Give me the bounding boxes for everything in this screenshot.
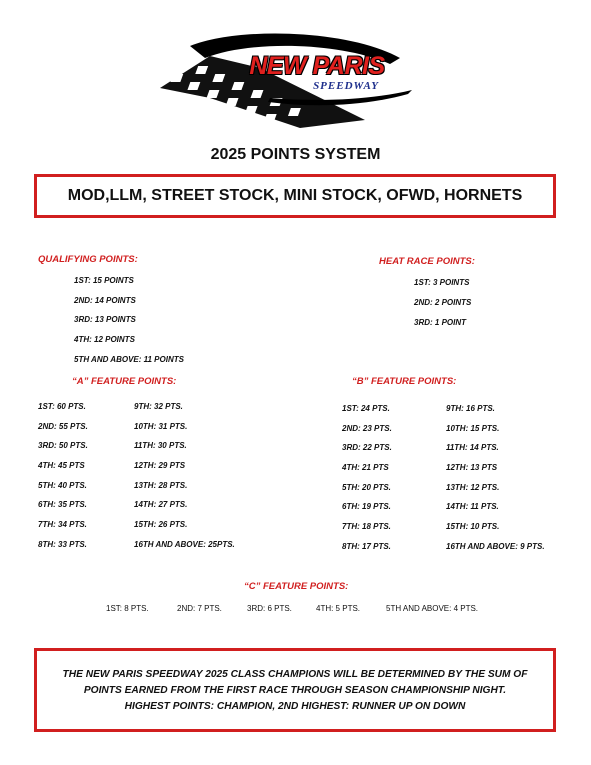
qualifying-item: 4TH: 12 POINTS — [74, 335, 135, 344]
a-feature-item: 5TH: 40 PTS. — [38, 481, 87, 490]
b-feature-item: 4TH: 21 PTS — [342, 463, 389, 472]
a-feature-item: 12TH: 29 PTS — [134, 461, 186, 470]
classes-text: MOD,LLM, STREET STOCK, MINI STOCK, OFWD, HORNETS — [67, 187, 523, 204]
a-feature-item: 13TH: 28 PTS. — [134, 481, 188, 490]
champions-note-line: HIGHEST POINTS: CHAMPION, 2ND HIGHEST: RUNNER UP ON DOWN — [124, 700, 466, 712]
b-feature-item: 3RD: 22 PTS. — [342, 443, 392, 452]
a-feature-item: 6TH: 35 PTS. — [38, 500, 87, 509]
b-feature-item: 2ND: 23 PTS. — [342, 424, 392, 433]
c-feature-heading: “C” FEATURE POINTS: — [244, 581, 349, 592]
b-feature-item: 12TH: 13 PTS — [446, 463, 498, 472]
a-feature-item: 9TH: 32 PTS. — [134, 402, 183, 411]
champions-note-line: POINTS EARNED FROM THE FIRST RACE THROUGH SEASON CHAMPIONSHIP NIGHT. — [83, 684, 507, 696]
heat-item: 3RD: 1 POINT — [414, 318, 467, 327]
a-feature-item: 2ND: 55 PTS. — [38, 422, 88, 431]
c-feature-item: 4TH: 5 PTS. — [316, 604, 361, 613]
b-feature-item: 15TH: 10 PTS. — [446, 522, 500, 531]
heat-item: 2ND: 2 POINTS — [414, 298, 472, 307]
a-feature-heading: “A” FEATURE POINTS: — [72, 376, 177, 387]
b-feature-item: 16TH AND ABOVE: 9 PTS. — [446, 542, 545, 551]
c-feature-item: 1ST: 8 PTS. — [106, 604, 149, 613]
b-feature-item: 7TH: 18 PTS. — [342, 522, 391, 531]
champions-note-line: THE NEW PARIS SPEEDWAY 2025 CLASS CHAMPIONS WILL BE DETERMINED BY THE SUM OF — [62, 668, 528, 680]
classes-box — [34, 174, 556, 218]
b-feature-item: 13TH: 12 PTS. — [446, 483, 500, 492]
b-feature-item: 14TH: 11 PTS. — [446, 502, 499, 511]
b-feature-heading: “B” FEATURE POINTS: — [352, 376, 457, 387]
heat-heading: HEAT RACE POINTS: — [379, 256, 475, 267]
qualifying-item: 2ND: 14 POINTS — [74, 296, 136, 305]
b-feature-item: 6TH: 19 PTS. — [342, 502, 391, 511]
b-feature-item: 9TH: 16 PTS. — [446, 404, 495, 413]
a-feature-item: 8TH: 33 PTS. — [38, 540, 87, 549]
b-feature-item: 10TH: 15 PTS. — [446, 424, 500, 433]
a-feature-item: 16TH AND ABOVE: 25PTS. — [134, 540, 235, 549]
page-title: 2025 POINTS SYSTEM — [210, 146, 381, 163]
a-feature-item: 10TH: 31 PTS. — [134, 422, 188, 431]
b-feature-item: 5TH: 20 PTS. — [342, 483, 391, 492]
c-feature-item: 5TH AND ABOVE: 4 PTS. — [386, 604, 479, 613]
logo-name: NEW PARIS — [249, 52, 385, 80]
qualifying-item: 5TH AND ABOVE: 11 POINTS — [74, 355, 184, 364]
heat-item: 1ST: 3 POINTS — [414, 278, 470, 287]
a-feature-item: 15TH: 26 PTS. — [134, 520, 188, 529]
logo-subname: SPEEDWAY — [313, 80, 379, 92]
qualifying-heading: QUALIFYING POINTS: — [38, 254, 138, 265]
a-feature-item: 7TH: 34 PTS. — [38, 520, 87, 529]
qualifying-item: 3RD: 13 POINTS — [74, 315, 136, 324]
champions-note-box — [34, 648, 556, 732]
b-feature-item: 11TH: 14 PTS. — [446, 443, 499, 452]
c-feature-item: 3RD: 6 PTS. — [247, 604, 292, 613]
b-feature-item: 1ST: 24 PTS. — [342, 404, 390, 413]
qualifying-item: 1ST: 15 POINTS — [74, 276, 134, 285]
a-feature-item: 3RD: 50 PTS. — [38, 441, 88, 450]
b-feature-item: 8TH: 17 PTS. — [342, 542, 391, 551]
a-feature-item: 14TH: 27 PTS. — [134, 500, 188, 509]
a-feature-item: 4TH: 45 PTS — [38, 461, 85, 470]
a-feature-item: 1ST: 60 PTS. — [38, 402, 86, 411]
a-feature-item: 11TH: 30 PTS. — [134, 441, 187, 450]
c-feature-item: 2ND: 7 PTS. — [177, 604, 222, 613]
